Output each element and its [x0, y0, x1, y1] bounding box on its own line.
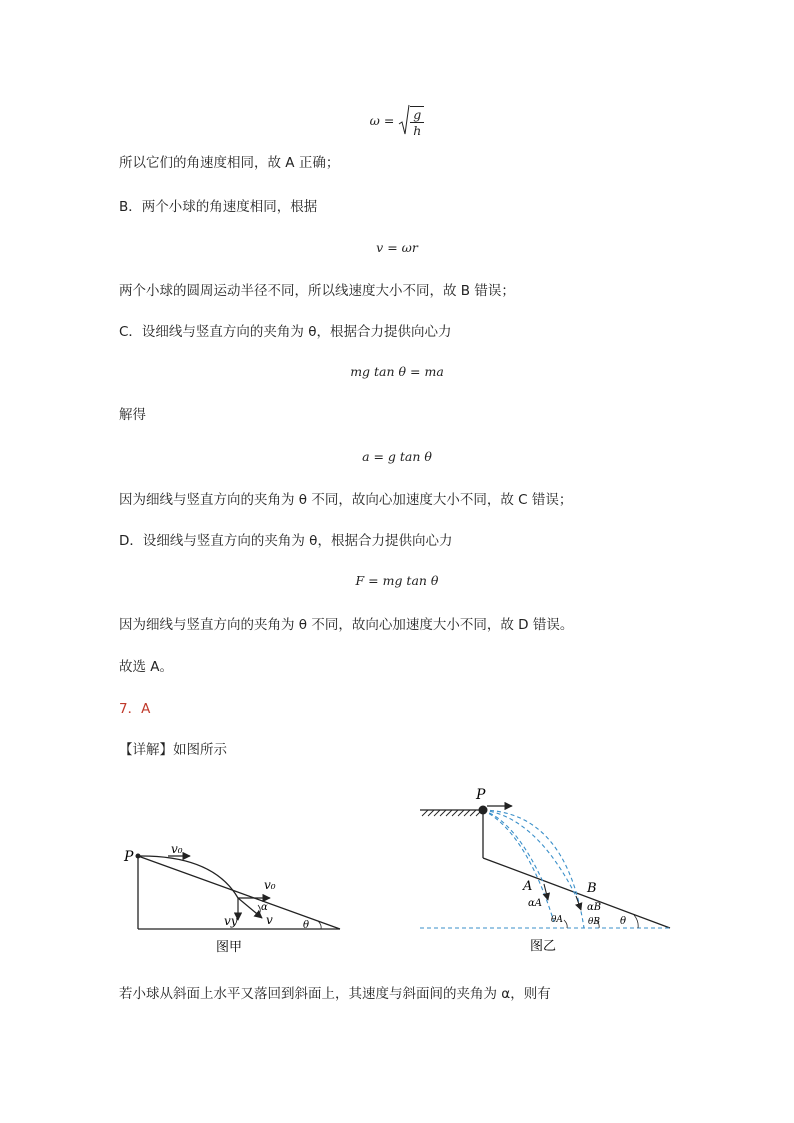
figure-yi — [416, 782, 678, 967]
label-alpha-b: αB — [587, 902, 602, 913]
question-7-heading: 7．A — [119, 701, 151, 717]
detail-heading: 【详解】如图所示 — [119, 742, 227, 758]
omega-numerator: g — [410, 107, 424, 123]
label-alpha: α — [261, 902, 268, 913]
paragraph-8: 因为细线与竖直方向的夹角为 θ 不同，故向心加速度大小不同，故 D 错误。 — [119, 617, 574, 633]
a-velocity-arrow — [544, 884, 548, 900]
dashed-trajectory-1 — [483, 810, 544, 884]
label-p: P — [124, 849, 134, 865]
label-vy: vy — [224, 914, 238, 928]
label-v0-top: v₀ — [171, 842, 183, 856]
paragraph-1: 所以它们的角速度相同，故 A 正确； — [119, 155, 340, 171]
paragraph-5: 解得 — [119, 407, 146, 423]
sqrt-sign — [398, 104, 410, 139]
paragraph-4: C．设细线与竖直方向的夹角为 θ，根据合力提供向心力 — [119, 324, 452, 340]
label-alpha-a: αA — [528, 898, 542, 909]
formula-v: v = ωr — [376, 240, 418, 255]
dashed-trajectory-3 — [483, 810, 554, 922]
paragraph-2: B．两个小球的角速度相同，根据 — [119, 199, 318, 215]
theta-a-arc — [564, 920, 567, 928]
b-velocity-arrow — [576, 896, 581, 910]
ball-p — [136, 854, 141, 859]
caption-yi: 图乙 — [530, 939, 557, 954]
omega-denominator: h — [413, 122, 422, 138]
omega-lhs: ω = — [369, 113, 395, 128]
v-arrow — [238, 898, 262, 918]
label-a: A — [523, 879, 533, 894]
label-v0-right: v₀ — [264, 878, 276, 892]
figure-jia — [118, 835, 358, 965]
label-v: v — [266, 913, 273, 927]
formula-omega — [0, 104, 794, 139]
label-theta: θ — [620, 916, 627, 927]
label-b: B — [587, 881, 597, 896]
label-theta-b: θB — [588, 917, 601, 927]
caption-jia: 图甲 — [216, 940, 243, 955]
paragraph-9: 故选 A。 — [119, 659, 174, 675]
paragraph-7: D．设细线与竖直方向的夹角为 θ，根据合力提供向心力 — [119, 533, 453, 549]
paragraph-last: 若小球从斜面上水平又落回到斜面上，其速度与斜面间的夹角为 α，则有 — [119, 986, 551, 1002]
label-p: P — [476, 787, 486, 803]
theta-arc — [634, 915, 638, 928]
label-theta-a: θA — [551, 915, 563, 925]
formula-a: a = g tan θ — [362, 449, 432, 464]
ball-p — [479, 806, 488, 815]
label-theta: θ — [303, 920, 310, 931]
ground-hatch — [422, 810, 482, 816]
formula-force-d: F = mg tan θ — [355, 573, 439, 588]
omega-fraction — [410, 106, 424, 138]
paragraph-6: 因为细线与竖直方向的夹角为 θ 不同，故向心加速度大小不同，故 C 错误； — [119, 492, 573, 508]
alpha-arc — [258, 905, 260, 914]
trajectory-arc — [138, 856, 238, 898]
formula-force-c: mg tan θ = ma — [350, 364, 444, 379]
incline-slope — [138, 856, 340, 929]
paragraph-3: 两个小球的圆周运动半径不同，所以线速度大小不同，故 B 错误； — [119, 283, 515, 299]
